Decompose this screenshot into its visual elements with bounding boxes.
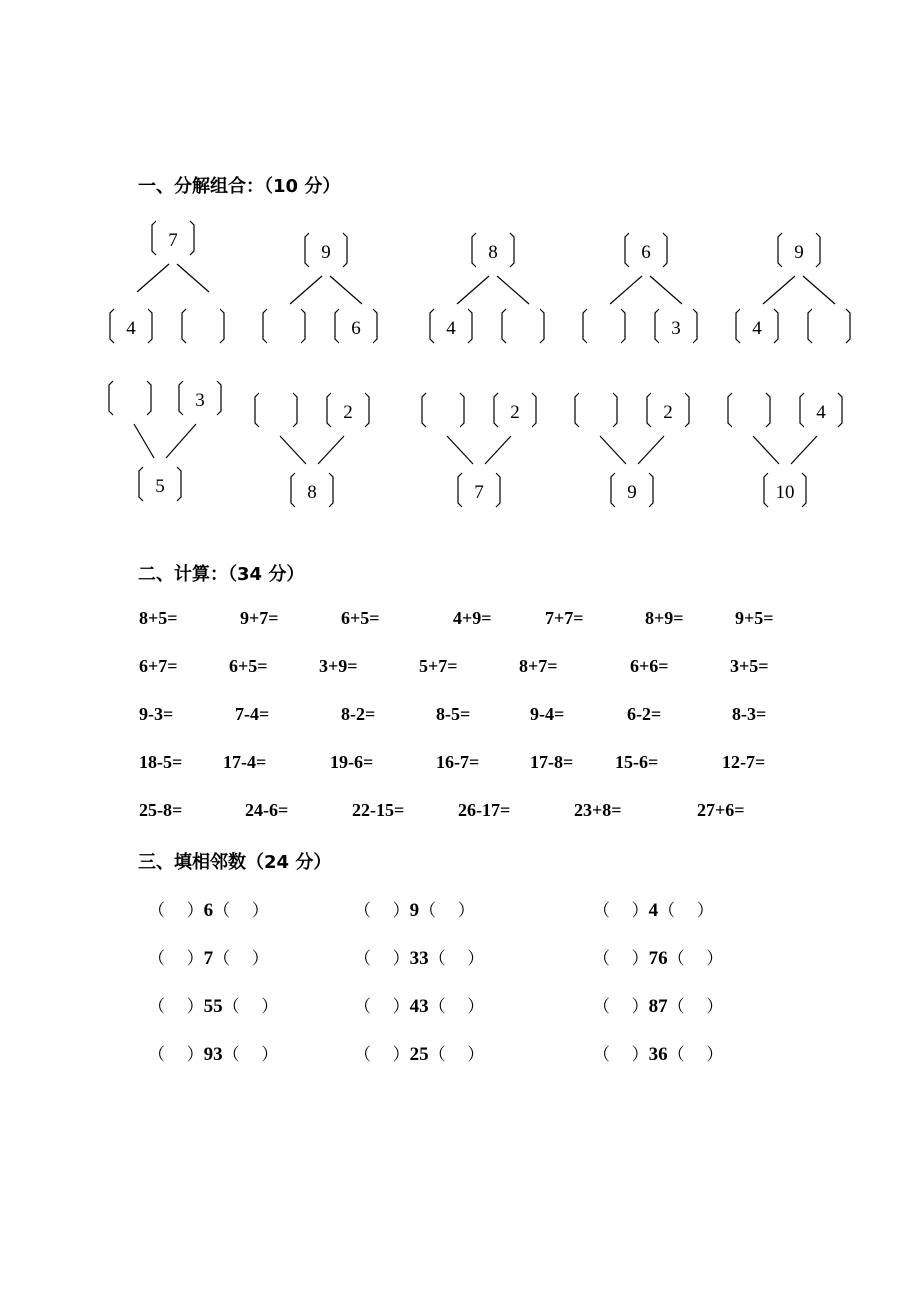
blank-before[interactable]: （ ） [148, 949, 204, 969]
split-tree-4-branch-left [610, 276, 642, 304]
combine-tree-3-right-left-bracket [494, 393, 498, 427]
combine-tree-5-sum-right-bracket [802, 473, 806, 507]
blank-after[interactable]: （ ） [667, 1045, 724, 1065]
combine-tree-1-left-right-bracket [147, 381, 151, 415]
split-tree-4-right-left-bracket [655, 309, 659, 343]
split-tree-5-top-right-bracket [816, 233, 820, 267]
combine-tree-1-sum-right-bracket [177, 467, 181, 501]
calc-expression: 6+5= [341, 608, 380, 628]
blank-after[interactable]: （ ） [428, 1045, 485, 1065]
split-tree-5-right-left-bracket [808, 309, 812, 343]
blank-after[interactable]: （ ） [213, 901, 269, 921]
given-number: 6 [203, 900, 214, 921]
combine-tree-3-branch-right [485, 436, 511, 464]
combine-tree-3-sum-value: 7 [474, 482, 484, 503]
combine-tree-4-branch-left [600, 436, 626, 464]
given-number: 36 [648, 1044, 668, 1065]
split-tree-1-left-right-bracket [148, 309, 152, 343]
combine-tree-5-right-right-bracket [838, 393, 842, 427]
calc-expression: 22-15= [352, 800, 405, 820]
combine-tree-4-left-left-bracket [575, 393, 579, 427]
calc-expression: 3+9= [319, 656, 358, 676]
calc-expression: 8-5= [436, 704, 471, 724]
blank-after[interactable]: （ ） [222, 997, 279, 1017]
combine-tree-3-branch-left [447, 436, 473, 464]
calc-expression: 26-17= [458, 800, 511, 820]
blank-before[interactable]: （ ） [593, 1045, 649, 1065]
combine-tree-1-right-right-bracket [217, 381, 221, 415]
split-tree-1-left-value: 4 [126, 318, 136, 339]
split-tree-5-branch-left [763, 276, 795, 304]
combine-tree-2-branch-left [280, 436, 306, 464]
neighbor-item [354, 992, 484, 1018]
calc-expression: 15-6= [615, 752, 659, 772]
calc-expression: 16-7= [436, 752, 480, 772]
split-tree-5-left-right-bracket [774, 309, 778, 343]
given-number: 55 [203, 996, 223, 1017]
blank-before[interactable]: （ ） [354, 997, 410, 1017]
combine-tree-2-left-right-bracket [293, 393, 297, 427]
split-tree-5-branch-right [803, 276, 835, 304]
combine-tree-2-right-right-bracket [365, 393, 369, 427]
split-tree-4-left-right-bracket [621, 309, 625, 343]
split-tree-3-left-value: 4 [446, 318, 456, 339]
calc-expression: 25-8= [139, 800, 183, 820]
calc-expression: 5+7= [419, 656, 458, 676]
calc-expression: 6+7= [139, 656, 178, 676]
split-tree-1-left-left-bracket [110, 309, 114, 343]
split-tree-3-top-value: 8 [488, 242, 498, 263]
blank-after[interactable]: （ ） [213, 949, 269, 969]
blank-before[interactable]: （ ） [354, 1045, 410, 1065]
split-tree-4-top-right-bracket [663, 233, 667, 267]
combine-tree-4-right-left-bracket [647, 393, 651, 427]
split-tree-3-right-left-bracket [502, 309, 506, 343]
blank-after[interactable]: （ ） [222, 1045, 279, 1065]
combine-tree-3-sum-right-bracket [496, 473, 500, 507]
split-tree-1-top-left-bracket [152, 221, 156, 255]
combine-tree-2-sum-value: 8 [307, 482, 317, 503]
combine-tree-1-sum-left-bracket [139, 467, 143, 501]
combine-tree-4-branch-right [638, 436, 664, 464]
split-tree-3-right-right-bracket [540, 309, 544, 343]
neighbor-item [593, 1040, 723, 1066]
combine-tree-4-sum-left-bracket [611, 473, 615, 507]
blank-after[interactable]: （ ） [428, 949, 485, 969]
split-tree-5-top-left-bracket [778, 233, 782, 267]
combine-tree-5-right-left-bracket [800, 393, 804, 427]
combine-tree-4-right-right-bracket [685, 393, 689, 427]
calc-expression: 23+8= [574, 800, 622, 820]
combine-tree-5-sum-value: 10 [775, 482, 795, 503]
calc-expression: 8-3= [732, 704, 767, 724]
split-tree-4-left-left-bracket [583, 309, 587, 343]
combine-tree-1-right-value: 3 [195, 390, 205, 411]
split-tree-2-top-value: 9 [321, 242, 331, 263]
combine-tree-3-right-right-bracket [532, 393, 536, 427]
calc-expression: 12-7= [722, 752, 766, 772]
neighbor-item [354, 944, 484, 970]
neighbor-item [148, 944, 269, 970]
combine-tree-5-sum-left-bracket [764, 473, 768, 507]
blank-before[interactable]: （ ） [593, 997, 649, 1017]
split-tree-2-right-right-bracket [373, 309, 377, 343]
combine-tree-2-left-left-bracket [255, 393, 259, 427]
neighbor-item [593, 992, 723, 1018]
split-tree-3-left-left-bracket [430, 309, 434, 343]
blank-after[interactable]: （ ） [658, 901, 714, 921]
calc-expression: 7+7= [545, 608, 584, 628]
blank-before[interactable]: （ ） [354, 901, 410, 921]
split-tree-5-left-left-bracket [736, 309, 740, 343]
calc-expression: 6+5= [229, 656, 268, 676]
combine-tree-4-sum-value: 9 [627, 482, 637, 503]
combine-tree-1-branch-left [134, 424, 154, 458]
given-number: 43 [409, 996, 429, 1017]
combine-tree-5-branch-left [753, 436, 779, 464]
split-tree-4-right-right-bracket [693, 309, 697, 343]
calc-expression: 18-5= [139, 752, 183, 772]
calc-expression: 8-2= [341, 704, 376, 724]
split-tree-2-branch-left [290, 276, 322, 304]
split-tree-1-right-left-bracket [182, 309, 186, 343]
split-tree-4-branch-right [650, 276, 682, 304]
combine-tree-4-sum-right-bracket [649, 473, 653, 507]
combine-tree-3-right-value: 2 [510, 402, 520, 423]
section3-title: 三、填相邻数（24 分） [138, 852, 332, 873]
split-tree-3-top-left-bracket [472, 233, 476, 267]
given-number: 93 [203, 1044, 223, 1065]
calc-expression: 9+7= [240, 608, 279, 628]
split-tree-5-top-value: 9 [794, 242, 804, 263]
calc-expression: 17-4= [223, 752, 267, 772]
split-tree-5-left-value: 4 [752, 318, 762, 339]
neighbor-item [593, 896, 714, 922]
combine-tree-1-sum-value: 5 [155, 476, 165, 497]
split-tree-2-right-left-bracket [335, 309, 339, 343]
blank-before[interactable]: （ ） [593, 901, 649, 921]
split-tree-3-top-right-bracket [510, 233, 514, 267]
calc-expression: 8+5= [139, 608, 178, 628]
calc-expression: 7-4= [235, 704, 270, 724]
section2-title: 二、计算：（34 分） [138, 564, 305, 585]
neighbor-item [593, 944, 723, 970]
given-number: 25 [409, 1044, 429, 1065]
split-tree-1-top-value: 7 [168, 230, 178, 251]
combine-tree-2-branch-right [318, 436, 344, 464]
calc-expression: 9-3= [139, 704, 174, 724]
calc-expression: 9+5= [735, 608, 774, 628]
neighbor-item [148, 1040, 278, 1066]
combine-tree-2-right-left-bracket [327, 393, 331, 427]
split-tree-5-right-right-bracket [846, 309, 850, 343]
calc-expression: 24-6= [245, 800, 289, 820]
split-tree-2-left-left-bracket [263, 309, 267, 343]
neighbor-item [354, 896, 475, 922]
combine-tree-5-right-value: 4 [816, 402, 826, 423]
split-tree-4-right-value: 3 [671, 318, 681, 339]
blank-before[interactable]: （ ） [148, 1045, 204, 1065]
given-number: 9 [409, 900, 420, 921]
neighbor-item [148, 896, 269, 922]
neighbor-item [148, 992, 278, 1018]
combine-tree-2-sum-right-bracket [329, 473, 333, 507]
calc-expression: 27+6= [697, 800, 745, 820]
split-tree-3-branch-left [457, 276, 489, 304]
blank-after[interactable]: （ ） [419, 901, 475, 921]
combine-tree-5-left-right-bracket [766, 393, 770, 427]
combine-tree-4-left-right-bracket [613, 393, 617, 427]
split-tree-1-branch-right [177, 264, 209, 292]
split-tree-2-left-right-bracket [301, 309, 305, 343]
neighbor-item [354, 1040, 484, 1066]
combine-tree-5-left-left-bracket [728, 393, 732, 427]
calc-expression: 4+9= [453, 608, 492, 628]
split-tree-3-branch-right [497, 276, 529, 304]
calc-expression: 19-6= [330, 752, 374, 772]
split-tree-2-top-right-bracket [343, 233, 347, 267]
calc-expression: 9-4= [530, 704, 565, 724]
calc-expression: 6-2= [627, 704, 662, 724]
blank-after[interactable]: （ ） [667, 997, 724, 1017]
given-number: 33 [409, 948, 429, 969]
combine-tree-5-branch-right [791, 436, 817, 464]
calc-expression: 8+7= [519, 656, 558, 676]
split-tree-4-top-left-bracket [625, 233, 629, 267]
split-tree-1-top-right-bracket [190, 221, 194, 255]
split-tree-4-top-value: 6 [641, 242, 651, 263]
split-tree-2-branch-right [330, 276, 362, 304]
blank-before[interactable]: （ ） [148, 901, 204, 921]
given-number: 76 [648, 948, 668, 969]
blank-before[interactable]: （ ） [593, 949, 649, 969]
combine-tree-1-right-left-bracket [179, 381, 183, 415]
split-tree-3-left-right-bracket [468, 309, 472, 343]
combine-tree-4-right-value: 2 [663, 402, 673, 423]
combine-tree-3-sum-left-bracket [458, 473, 462, 507]
calc-expression: 17-8= [530, 752, 574, 772]
combine-tree-1-branch-right [166, 424, 196, 458]
combine-tree-2-sum-left-bracket [291, 473, 295, 507]
blank-before[interactable]: （ ） [148, 997, 204, 1017]
split-tree-1-right-right-bracket [220, 309, 224, 343]
given-number: 87 [648, 996, 668, 1017]
combine-tree-2-right-value: 2 [343, 402, 353, 423]
blank-before[interactable]: （ ） [354, 949, 410, 969]
combine-tree-3-left-left-bracket [422, 393, 426, 427]
number-bond-diagrams [0, 0, 920, 540]
given-number: 4 [648, 900, 659, 921]
split-tree-2-right-value: 6 [351, 318, 361, 339]
calc-expression: 6+6= [630, 656, 669, 676]
combine-tree-1-left-left-bracket [109, 381, 113, 415]
section1-title: 一、分解组合：（10 分） [138, 176, 341, 197]
split-tree-2-top-left-bracket [305, 233, 309, 267]
blank-after[interactable]: （ ） [667, 949, 724, 969]
split-tree-1-branch-left [137, 264, 169, 292]
given-number: 7 [203, 948, 214, 969]
calc-expression: 8+9= [645, 608, 684, 628]
blank-after[interactable]: （ ） [428, 997, 485, 1017]
combine-tree-3-left-right-bracket [460, 393, 464, 427]
calc-expression: 3+5= [730, 656, 769, 676]
